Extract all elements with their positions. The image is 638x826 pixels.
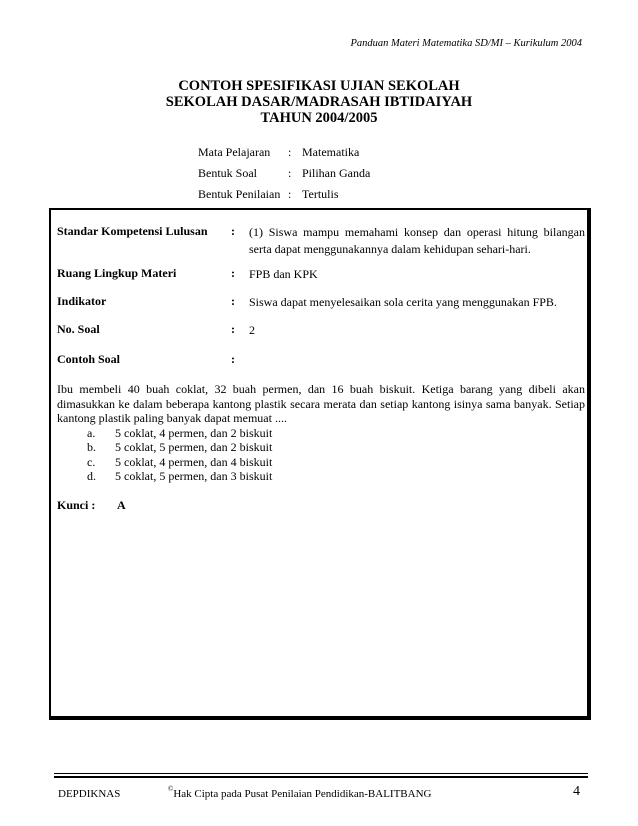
question-text: Ibu membeli 40 buah coklat, 32 buah permen, dan 16 buah biskuit. Ketiga barang yang dibeli akan dimasukkan ke dalam beberapa kantong plastik secara merata dan setiap kantong isinya sama banyak. Setiap kantong plastik paling banyak dapat memuat ....: [57, 382, 585, 425]
field-label: Contoh Soal: [57, 352, 121, 366]
answer-key-value: A: [117, 498, 126, 512]
meta-value: Tertulis: [302, 187, 339, 201]
meta-row-assessment-type: [198, 184, 370, 205]
field-standard-competency: [57, 224, 585, 258]
running-header: Panduan Materi Matematika SD/MI – Kurikulum 2004: [350, 38, 582, 49]
meta-label: Bentuk Penilaian: [198, 187, 281, 201]
option-letter: a.: [87, 425, 96, 440]
option-letter: b.: [87, 440, 96, 454]
option-text: 5 coklat, 5 permen, dan 3 biskuit: [115, 469, 273, 483]
option-c: [57, 455, 585, 470]
option-d: [57, 469, 585, 484]
meta-info: [198, 142, 370, 205]
field-label: Ruang Lingkup Materi: [57, 266, 177, 280]
field-question-number: [57, 322, 585, 339]
footer-organization: DEPDIKNAS: [58, 788, 121, 800]
meta-colon: :: [288, 166, 292, 180]
option-a: [57, 426, 585, 441]
option-text: 5 coklat, 4 permen, dan 2 biskuit: [115, 425, 273, 440]
title-line-1: CONTOH SPESIFIKASI UJIAN SEKOLAH: [178, 78, 460, 94]
page-number: 4: [573, 784, 580, 799]
answer-key: [57, 498, 126, 513]
field-value: (1) Siswa mampu memahami konsep dan operasi hitung bilangan serta dapat menggunakannya dalam kehidupan sehari-hari.: [249, 225, 585, 256]
title-line-3: TAHUN 2004/2005: [260, 110, 378, 126]
field-value: 2: [249, 323, 255, 337]
field-sample-question: [57, 352, 585, 367]
meta-value: Pilihan Ganda: [302, 166, 371, 180]
meta-label: Bentuk Soal: [198, 166, 257, 180]
field-colon: :: [231, 322, 235, 336]
meta-row-question-type: [198, 163, 370, 184]
option-letter: c.: [87, 454, 96, 469]
field-label: No. Soal: [57, 322, 100, 336]
field-scope: [57, 266, 585, 283]
field-label: Indikator: [57, 294, 107, 308]
field-colon: :: [231, 294, 235, 308]
meta-value: Matematika: [302, 145, 360, 159]
field-colon: :: [231, 224, 235, 238]
option-text: 5 coklat, 4 permen, dan 4 biskuit: [115, 454, 273, 469]
meta-colon: :: [288, 145, 292, 159]
field-indicator: [57, 294, 585, 311]
footer-copyright: [168, 785, 432, 800]
meta-label: Mata Pelajaran: [198, 145, 271, 159]
footer-divider-thick: [54, 776, 588, 778]
meta-row-subject: [198, 142, 370, 163]
answer-key-label: Kunci :: [57, 498, 96, 512]
question-block: [57, 382, 585, 484]
field-colon: :: [231, 352, 235, 366]
field-value: FPB dan KPK: [249, 267, 318, 281]
field-value: [249, 352, 585, 367]
meta-colon: :: [288, 187, 292, 201]
copyright-mark: ©: [168, 785, 174, 793]
answer-options: [57, 426, 585, 484]
option-letter: d.: [87, 469, 96, 483]
title-line-2: SEKOLAH DASAR/MADRASAH IBTIDAIYAH: [165, 94, 473, 110]
field-colon: :: [231, 266, 235, 280]
footer-divider: [54, 773, 588, 774]
option-b: [57, 440, 585, 455]
field-value: Siswa dapat menyelesaikan sola cerita yang menggunakan FPB.: [249, 295, 557, 309]
copyright-text: Hak Cipta pada Pusat Penilaian Pendidikan-BALITBANG: [173, 788, 432, 800]
page-title: [0, 78, 638, 126]
option-text: 5 coklat, 5 permen, dan 2 biskuit: [115, 440, 273, 454]
field-label: Standar Kompetensi Lulusan: [57, 224, 208, 238]
specification-box: [49, 208, 591, 720]
